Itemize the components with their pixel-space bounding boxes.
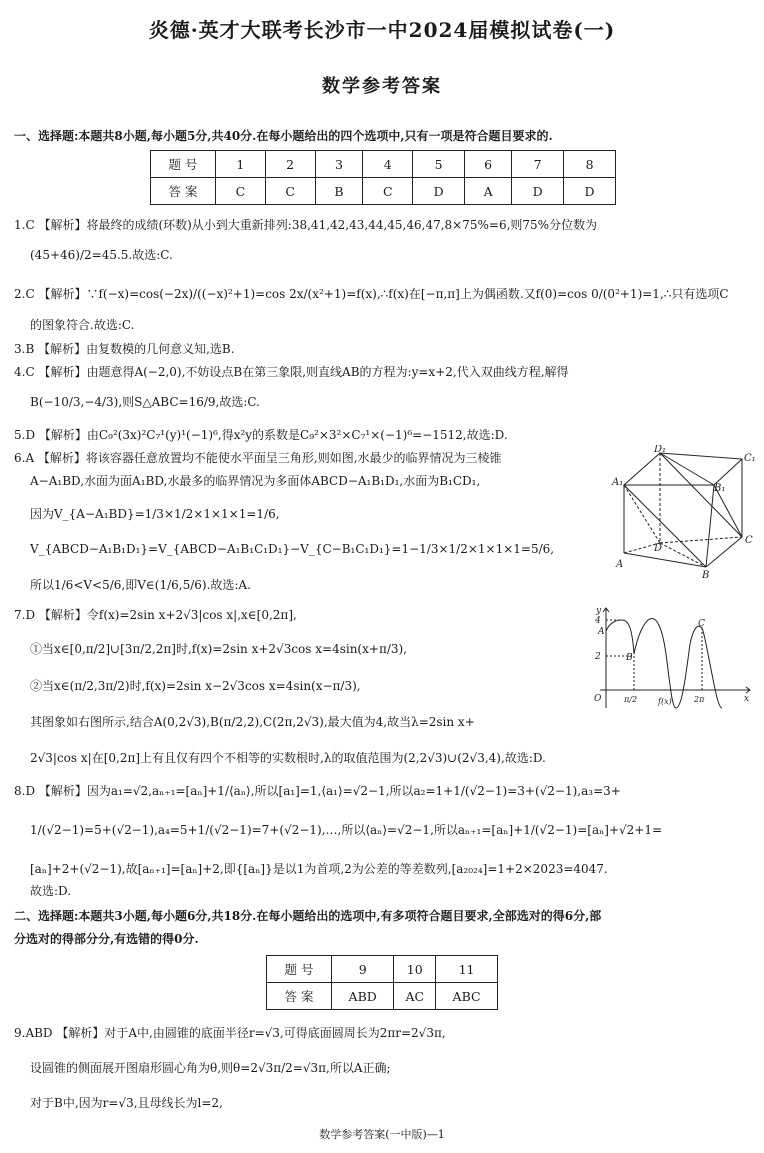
question-number: 9	[332, 956, 394, 983]
solution-q4-line: B(−10/3,−4/3),则S△ABC=16/9,故选:C.	[30, 395, 260, 409]
section2-heading: 分选对的得部分分,有选错的得0分.	[14, 932, 199, 946]
graph-curve-label: f(x)	[658, 697, 672, 706]
label-c1: C₁	[744, 453, 756, 464]
row-label-answer: 答 案	[151, 178, 216, 205]
graph-y-label: y	[596, 606, 602, 616]
solution-q9-line: 设圆锥的侧面展开图扇形圆心角为θ,则θ=2√3π/2=√3π,所以A正确;	[30, 1061, 391, 1075]
section2-answer-table	[266, 955, 498, 1010]
solution-q7-line: 2√3|cos x|在[0,2π]上有且仅有四个不相等的实数根时,λ的取值范围为(2,2√3)∪(2√3,4),故选:D.	[30, 751, 546, 765]
graph-tick-two-pi: 2π	[694, 695, 705, 704]
question-number: 2	[265, 151, 315, 178]
label-b1: B₁	[714, 483, 726, 494]
graph-point-b: B	[626, 653, 633, 663]
solution-q1-line: 1.C 【解析】将最终的成绩(环数)从小到大重新排列:38,41,42,43,44,45,46,47,8×75%=6,则75%分位数为	[14, 218, 598, 232]
solution-q8-line: 8.D 【解析】因为a₁=√2,aₙ₊₁=[aₙ]+1/⟨aₙ⟩,所以[a₁]=1,⟨a₁⟩=√2−1,所以a₂=1+1/(√2−1)=3+(√2−1),a₃=3+	[14, 784, 621, 798]
solution-q6-line: 所以1/6<V<5/6,即V∈(1/6,5/6).故选:A.	[30, 578, 251, 592]
section1-heading: 一、选择题:本题共8小题,每小题5分,共40分.在每小题给出的四个选项中,只有一项是符合题目要求的.	[14, 129, 553, 143]
table-row-answers	[151, 178, 616, 205]
question-number: 11	[436, 956, 498, 983]
graph-tick-4: 4	[595, 616, 601, 626]
table-row-answers	[267, 983, 498, 1010]
answer-cell: C	[265, 178, 315, 205]
cube-figure	[610, 445, 760, 580]
question-number: 4	[363, 151, 413, 178]
solution-q7-line: ①当x∈[0,π/2]∪[3π/2,2π]时,f(x)=2sin x+2√3cos x=4sin(x+π/3),	[30, 642, 407, 656]
label-d: D	[654, 543, 663, 554]
section2-heading: 二、选择题:本题共3小题,每小题6分,共18分.在每小题给出的选项中,有多项符合题目要求,全部选对的得6分,部	[14, 909, 602, 923]
graph-point-a: A	[598, 627, 605, 637]
solution-q1-line: (45+46)/2=45.5.故选:C.	[30, 248, 173, 262]
question-number: 3	[315, 151, 363, 178]
solution-q6-line: 6.A 【解析】将该容器任意放置均不能使水平面呈三角形,则如图,水最少的临界情况为三棱锥	[14, 451, 502, 465]
answer-cell: C	[216, 178, 266, 205]
solution-q8-line: 1/(√2−1)=5+(√2−1),a₄=5+1/(√2−1)=7+(√2−1),…,所以⟨aₙ⟩=√2−1,所以aₙ₊₁=[aₙ]+1/(√2−1)=[aₙ]+√2+1=	[30, 823, 663, 837]
solution-q7-line: 其图象如右图所示,结合A(0,2√3),B(π/2,2),C(2π,2√3),最大值为4,故当λ=2sin x+	[30, 715, 475, 729]
function-graph-figure	[586, 604, 754, 714]
solution-q3-line: 3.B 【解析】由复数模的几何意义知,选B.	[14, 342, 235, 356]
answer-cell: D	[564, 178, 616, 205]
answer-cell: A	[465, 178, 512, 205]
row-label-number: 题 号	[151, 151, 216, 178]
question-number: 5	[413, 151, 465, 178]
solution-q2-line: 2.C 【解析】∵f(−x)=cos(−2x)/((−x)²+1)=cos 2x/(x²+1)=f(x),∴f(x)在[−π,π]上为偶函数.又f(0)=cos 0/(0²+1)=1,∴只有选项C	[14, 287, 729, 301]
answer-cell: ABC	[436, 983, 498, 1010]
label-a: A	[616, 559, 624, 570]
solution-q4-line: 4.C 【解析】由题意得A(−2,0),不妨设点B在第三象限,则直线AB的方程为:y=x+2,代入双曲线方程,解得	[14, 365, 569, 379]
solution-q6-line: V_{ABCD−A₁B₁D₁}=V_{ABCD−A₁B₁C₁D₁}−V_{C−B₁C₁D₁}=1−1/3×1/2×1×1×1=5/6,	[30, 542, 555, 556]
label-b: B	[702, 570, 710, 580]
answer-cell: AC	[394, 983, 436, 1010]
label-d1: D₁	[654, 445, 667, 455]
solution-q8-line: 故选:D.	[30, 884, 72, 898]
graph-tick-2: 2	[595, 652, 601, 662]
page-subtitle: 数学参考答案	[322, 76, 442, 97]
answer-cell: D	[413, 178, 465, 205]
label-c: C	[745, 535, 753, 546]
section1-answer-table	[150, 150, 616, 205]
answer-cell: C	[363, 178, 413, 205]
table-row-numbers	[267, 956, 498, 983]
solution-q6-line: A−A₁BD,水面为面A₁BD,水最多的临界情况为多面体ABCD−A₁B₁D₁,水面为B₁CD₁,	[30, 474, 481, 488]
table-row-numbers	[151, 151, 616, 178]
question-number: 1	[216, 151, 266, 178]
solution-q5-line: 5.D 【解析】由C₉²(3x)²C₇¹(y)¹(−1)⁶,得x²y的系数是C₉²×3²×C₇¹×(−1)⁶=−1512,故选:D.	[14, 428, 508, 442]
solution-q9-line: 9.ABD 【解析】对于A中,由圆锥的底面半径r=√3,可得底面圆周长为2πr=2√3π,	[14, 1026, 446, 1040]
question-number: 6	[465, 151, 512, 178]
question-number: 8	[564, 151, 616, 178]
answer-cell: D	[512, 178, 564, 205]
answer-cell: ABD	[332, 983, 394, 1010]
graph-tick-half-pi: π/2	[624, 695, 638, 704]
solution-q2-line: 的图象符合.故选:C.	[30, 318, 135, 332]
solution-q6-line: 因为V_{A−A₁BD}=1/3×1/2×1×1×1=1/6,	[30, 507, 280, 521]
label-a1: A₁	[612, 477, 624, 488]
page-footer: 数学参考答案(一中版)—1	[319, 1128, 445, 1141]
row-label-answer: 答 案	[267, 983, 332, 1010]
row-label-number: 题 号	[267, 956, 332, 983]
answer-cell: B	[315, 178, 363, 205]
solution-q8-line: [aₙ]+2+(√2−1),故[aₙ₊₁]=[aₙ]+2,即{[aₙ]}是以1为首项,2为公差的等差数列,[a₂₀₂₄]=1+2×2023=4047.	[30, 862, 608, 876]
graph-origin: O	[594, 694, 602, 704]
question-number: 10	[394, 956, 436, 983]
solution-q9-line: 对于B中,因为r=√3,且母线长为l=2,	[30, 1096, 223, 1110]
solution-q7-line: ②当x∈(π/2,3π/2)时,f(x)=2sin x−2√3cos x=4sin(x−π/3),	[30, 679, 361, 693]
graph-x-label: x	[744, 694, 750, 704]
page-title: 炎德·英才大联考长沙市一中2024届模拟试卷(一)	[148, 18, 616, 42]
graph-point-c: C	[698, 619, 705, 629]
question-number: 7	[512, 151, 564, 178]
solution-q7-line: 7.D 【解析】令f(x)=2sin x+2√3|cos x|,x∈[0,2π],	[14, 608, 297, 622]
